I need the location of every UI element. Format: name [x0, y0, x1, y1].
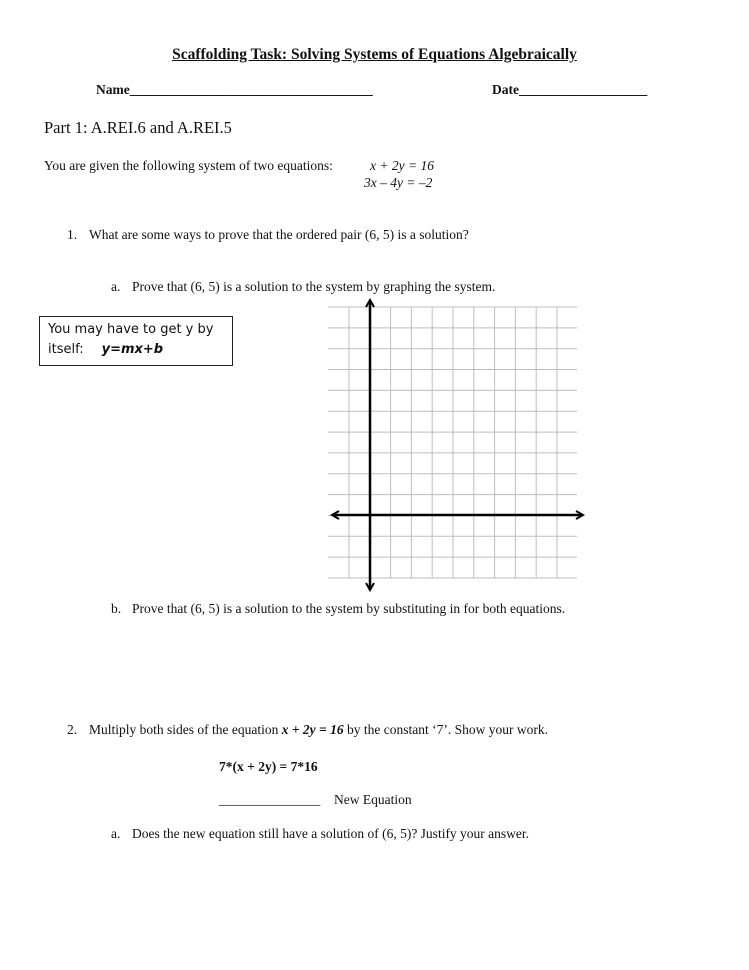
q2-text-pre: Multiply both sides of the equation: [89, 722, 282, 737]
q2-text-post: by the constant ‘7’. Show your work.: [343, 722, 548, 737]
question-2a-text: Does the new equation still have a solution of (6, 5)? Justify your answer.: [132, 826, 530, 841]
question-2-text: [89, 722, 548, 738]
worksheet-title: Scaffolding Task: Solving Systems of Equations Algebraically: [172, 46, 577, 63]
name-blank: ____________________________________: [129, 82, 373, 97]
question-1a-label: a.: [111, 279, 121, 294]
equation-2: 3x – 4y = –2: [364, 175, 433, 190]
name-label: Name: [96, 82, 130, 97]
question-1b-label: b.: [111, 601, 122, 616]
date-blank: ___________________: [519, 82, 648, 97]
question-1-number: 1.: [67, 227, 78, 242]
part-heading: Part 1: A.REI.6 and A.REI.5: [44, 118, 232, 137]
hint-line-2: itself:: [48, 342, 84, 357]
hint-formula: y=mx+b: [101, 342, 164, 357]
new-equation-blank[interactable]: _______________: [219, 792, 321, 807]
question-1a-text: Prove that (6, 5) is a solution to the system by graphing the system.: [132, 279, 496, 294]
new-equation-label: New Equation: [334, 792, 412, 807]
intro-text: You are given the following system of two equations:: [44, 158, 333, 173]
date-label: Date: [492, 82, 519, 97]
question-2-number: 2.: [67, 722, 78, 737]
question-1b-text: Prove that (6, 5) is a solution to the system by substituting in for both equations.: [132, 601, 566, 616]
grid-lines: [328, 307, 577, 578]
equation-1: x + 2y = 16: [370, 158, 434, 173]
q2-equation: x + 2y = 16: [281, 722, 344, 737]
question-1-text: What are some ways to prove that the ordered pair (6, 5) is a solution?: [89, 227, 469, 242]
question-2a-label: a.: [111, 826, 121, 841]
work-equation: 7*(x + 2y) = 7*16: [219, 759, 318, 774]
hint-line-1: You may have to get y by: [48, 322, 214, 337]
